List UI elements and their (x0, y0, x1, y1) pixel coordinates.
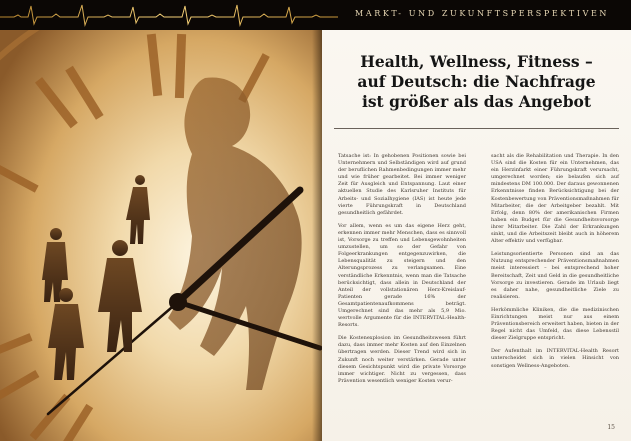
body-paragraph: Tatsache ist: In gehobenen Positionen sowie bei Unternehmern und Selbständigen wird auf grund der beruflichen Rahmenbedingungen immer mehr und wie früher gearbeitet. Bei immer weniger Zeit für Ausgleich und Entspannung. Laut einer aktuellen Studie des Karlsruher Instituts für Arbeits- und Sozialhygiene (IAS) ist heute jede vierte Führungskraft in Deutschland gesundheitlich gefährdet. (338, 153, 466, 216)
article-column-left (338, 153, 466, 391)
clock-center-hub (169, 293, 187, 311)
headline-divider (334, 128, 619, 129)
article-page (322, 30, 631, 441)
headline-line: ist größer als das Angebot (361, 92, 592, 111)
body-paragraph: Vor allem, wenn es um das eigene Herz geht, erkennen immer mehr Menschen, dass es sinnvoll ist, Vorsorge zu treffen und Lebensgewohnheiten umzustellen, um so der Gefahr von Folgeerkrankungen entgegenzuwirken, die Lebensqualität zu steigern und den Alterungsprozess zu verlangsamen. Eine verständliche Erkenntnis, wenn man die Tatsache berücksichtigt, dass allein in Deutschland der Anteil der vollstationären Herz-Kreislauf-Patienten gerade 16% der Gesamtpatientenaufkommens beträgt. Umgerechnet sind das mehr als 5,9 Mio. wertvolle Argumente für die INTERVITAL-Health-Resorts. (338, 222, 466, 329)
page-number: 15 (607, 424, 615, 431)
clock-illustration (0, 30, 322, 441)
top-banner (0, 0, 631, 30)
body-paragraph: Der Aufenthalt im INTERVITAL-Health Resort unterscheidet sich in vielen Hinsicht von sonstigen Wellness-Angeboten. (491, 348, 619, 369)
clock-silhouette-photo (0, 30, 322, 441)
body-paragraph: sacht als die Rehabilitation und Therapie. In den USA sind die Kosten für ein Unternehmen, das ein Herzinfarkt einer Führungskraft verursacht, umgerechnet worden; sie belaufen sich auf mindestens DM 100.000. Der daraus gewonnenen Erkenntnisse finden Berücksichtigung bei der Kostenbewertung von Präventionsmaßnahmen für Mitarbeiter, die der Arbeitgeber bezahlt. Mit Erfolg, denn 80% der amerikanischen Firmen haben ein Budget für die Gesundheitsvorsorge ihrer Mitarbeiter. Die Zahl der Erkrankungen sinkt, und die Arbeitszeit bleibt auch in höherem Alter effektiv und verfügbar. (491, 153, 619, 245)
body-paragraph: Die Kostenexplosion im Gesundheitswesen führt dazu, dass immer mehr Kosten auf den Einzelnen übertragen werden. Dieser Trend wird sich in Zukunft noch weiter verstärken. Gerade unter diesem Gesichtspunkt wird die private Vorsorge immer wichtiger. Nicht zu vergessen, dass Prävention wesentlich weniger Kosten verur- (338, 335, 466, 384)
body-paragraph: Leistungsorientierte Personen sind an das Nutzung entsprechender Präventionsmaßnahmen meist interessiert – bei entsprechend hoher Bereitschaft, Zeit und Geld in die gesundheitliche Vorsorge zu investieren. Gerade im Urlaub liegt es daher nahe, gesundheitliche Ziele zu realisieren. (491, 251, 619, 300)
body-paragraph: Herkömmliche Kliniken, die die medizinischen Einrichtungen meist nur aus einem Präventionsbereich erweitert haben, bieten in der Regel nicht das Umfeld, das diese Lebensstil dieser Zielgruppe entspricht. (491, 306, 619, 342)
section-title: MARKT- UND ZUKUNFTSPERSPEKTIVEN (355, 9, 609, 18)
headline-line: Health, Wellness, Fitness – (360, 52, 593, 71)
article-column-right (491, 153, 619, 376)
headline-line: auf Deutsch: die Nachfrage (357, 72, 596, 91)
article-headline (328, 52, 625, 112)
